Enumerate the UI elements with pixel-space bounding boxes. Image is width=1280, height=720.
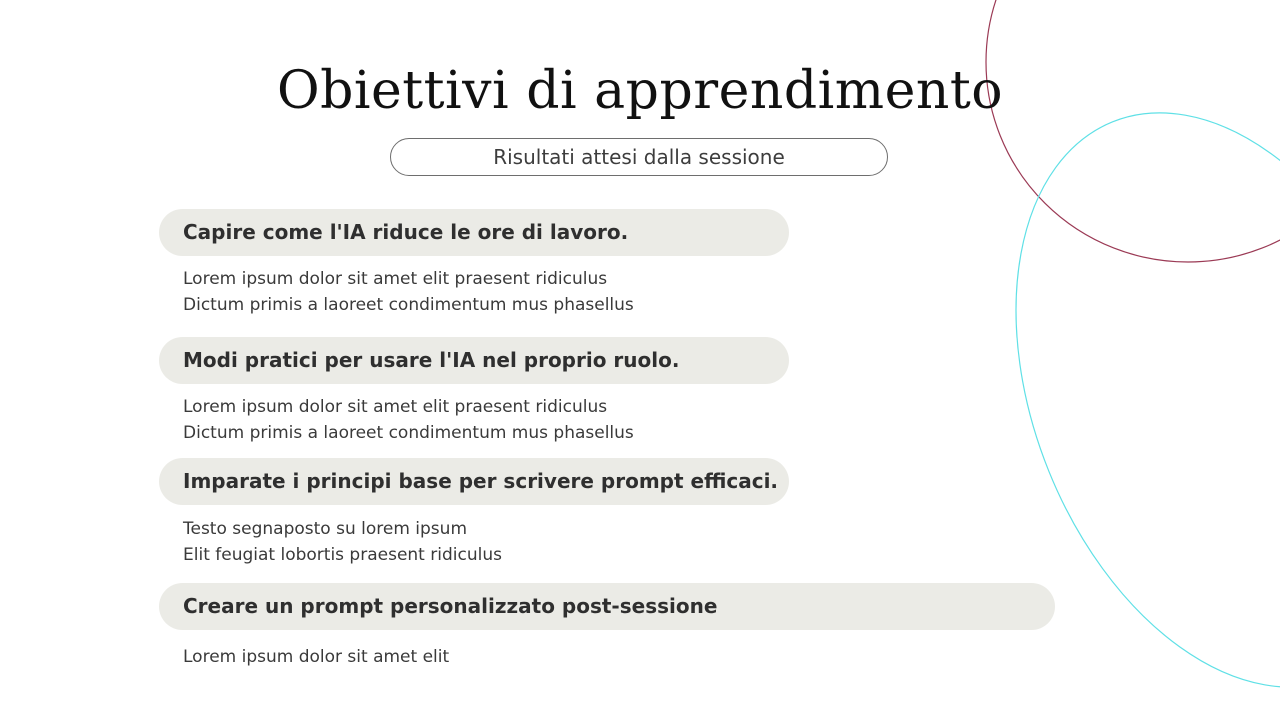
objective-1-heading: Capire come l'IA riduce le ore di lavoro. (159, 209, 789, 256)
objective-4-description (183, 644, 449, 670)
objective-1-line-2: Dictum primis a laoreet condimentum mus phasellus (183, 295, 634, 315)
subtitle-text: Risultati attesi dalla sessione (493, 145, 785, 169)
subtitle-pill (390, 138, 888, 176)
objective-2-heading: Modi pratici per usare l'IA nel proprio ruolo. (159, 337, 789, 384)
objective-2-description (183, 394, 634, 446)
objective-2-line-1: Lorem ipsum dolor sit amet elit praesent ridiculus (183, 397, 608, 417)
objective-1-line-1: Lorem ipsum dolor sit amet elit praesent ridiculus (183, 269, 608, 289)
objective-2-line-2: Dictum primis a laoreet condimentum mus phasellus (183, 423, 634, 443)
objective-3-description (183, 516, 502, 568)
objective-3-line-1: Testo segnaposto su lorem ipsum (183, 519, 468, 539)
page-title: Obiettivi di apprendimento (276, 61, 1004, 121)
objective-4-line-1: Lorem ipsum dolor sit amet elit (183, 647, 450, 667)
objective-3-heading: Imparate i principi base per scrivere prompt efficaci. (159, 458, 789, 505)
objective-3-line-2: Elit feugiat lobortis praesent ridiculus (183, 545, 502, 565)
burgundy-arc (986, 0, 1280, 262)
objective-1-description (183, 266, 634, 318)
objective-4-heading: Creare un prompt personalizzato post-sessione (159, 583, 1055, 630)
